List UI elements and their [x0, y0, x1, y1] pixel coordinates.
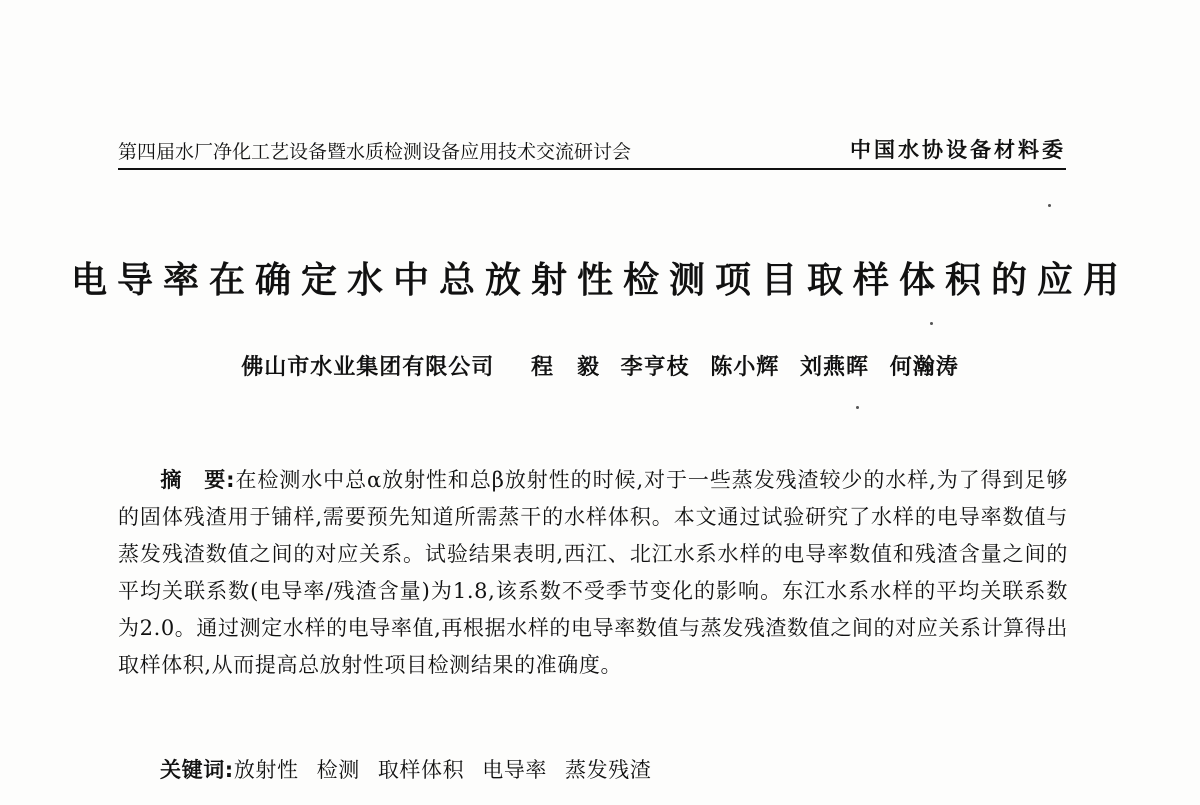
author-name: 陈小辉 [710, 354, 780, 380]
abstract-label: 摘 要: [160, 468, 236, 492]
paper-title: 电导率在确定水中总放射性检测项目取样体积的应用 [70, 259, 1129, 301]
committee-name: 中国水协设备材料委 [850, 138, 1066, 162]
running-header [118, 140, 1066, 170]
conference-name: 第四届水厂净化工艺设备暨水质检测设备应用技术交流研讨会 [118, 141, 632, 163]
keyword: 电导率 [482, 758, 548, 782]
keyword: 放射性 [233, 758, 299, 782]
keyword: 取样体积 [377, 758, 465, 782]
keyword: 检测 [316, 758, 360, 782]
abstract-block [118, 462, 1068, 684]
author-name: 程 毅 [530, 354, 600, 380]
keywords-line [160, 754, 669, 784]
abstract-text: 在检测水中总α放射性和总β放射性的时候,对于一些蒸发残渣较少的水样,为了得到足够的固体残渣用于铺样,需要预先知道所需蒸干的水样体积。本文通过试验研究了水样的电导率数值与蒸发残渣数值之间的对应关系。试验结果表明,西江、北江水系水样的电导率数值和残渣含量之间的平均关联系数(电导率/残渣含量)为1.8,该系数不受季节变化的影响。东江水系水样的平均关联系数为2.0。通过测定水样的电导率值,再根据水样的电导率数值与蒸发残渣数值之间的对应关系计算得出取样体积,从而提高总放射性项目检测结果的准确度。 [118, 468, 1068, 677]
scan-speck [856, 406, 859, 409]
author-line [0, 350, 1200, 381]
scan-speck [930, 322, 933, 325]
keyword: 蒸发残渣 [565, 758, 652, 782]
keywords-label: 关键词: [160, 758, 234, 782]
author-name: 刘燕晖 [800, 354, 870, 380]
scan-speck [1048, 204, 1051, 207]
author-name: 李亨枝 [620, 354, 690, 380]
author-name: 何瀚涛 [889, 354, 959, 380]
author-organization: 佛山市水业集团有限公司 [241, 354, 495, 380]
